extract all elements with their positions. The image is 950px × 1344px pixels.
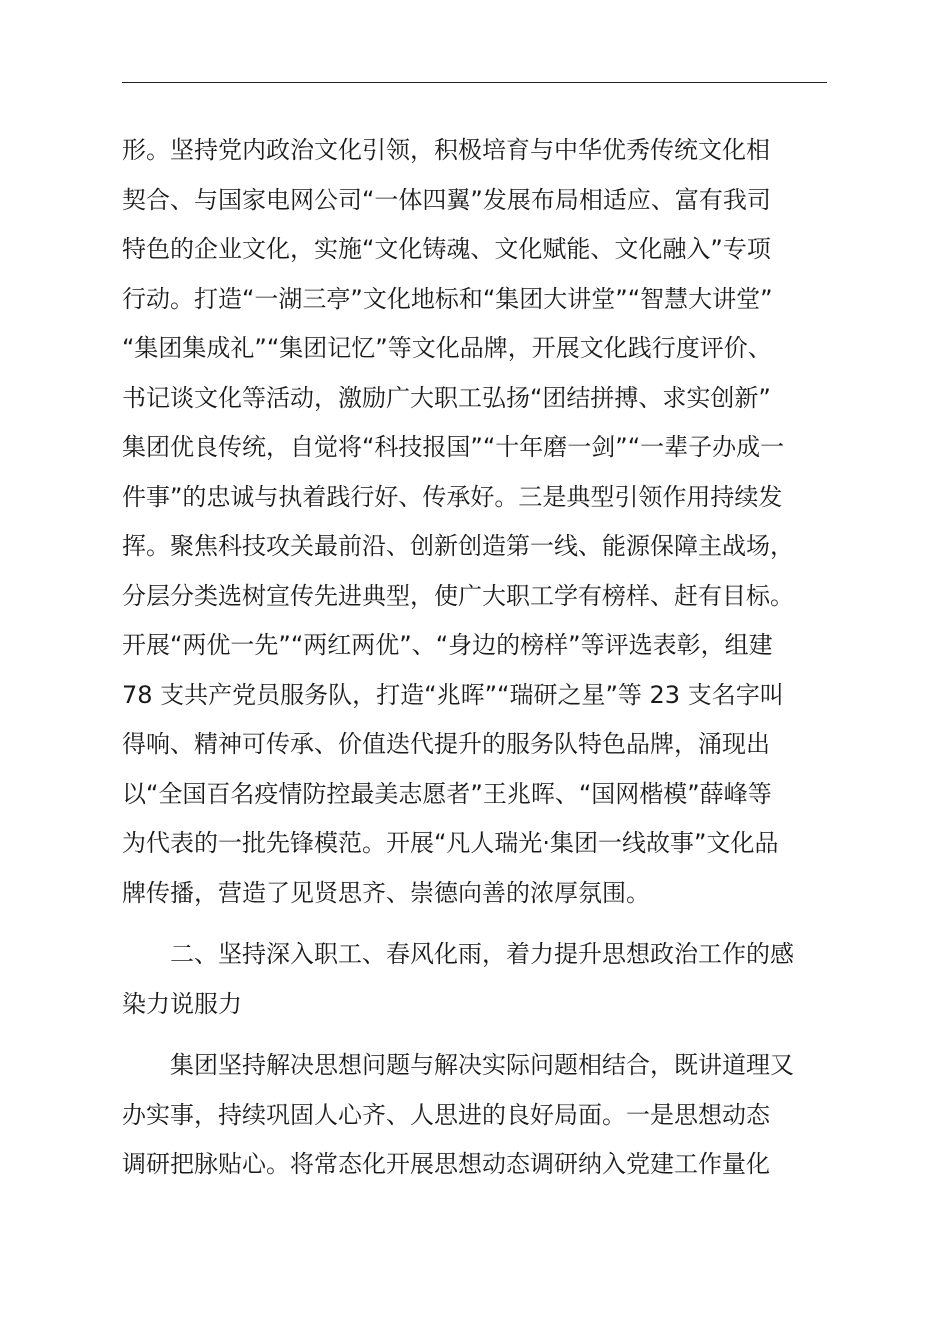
text-line: 集团优良传统，自觉将“科技报国”“十年磨一剑”“一辈子办成一 [122, 433, 785, 461]
heading-line: 二、坚持深入职工、春风化雨，着力提升思想政治工作的感 [122, 940, 794, 968]
document-body [122, 126, 842, 1190]
text-line: 开展“两优一先”“两红两优”、“身边的榜样”等评选表彰，组建 [122, 631, 773, 659]
header-rule [122, 82, 827, 83]
text-line: 为代表的一批先锋模范。开展“凡人瑞光·集团一线故事”文化品 [122, 829, 779, 857]
text-line: 牌传播，营造了见贤思齐、崇德向善的浓厚氛围。 [122, 878, 650, 907]
heading-line: 染力说服力 [122, 989, 242, 1018]
text-line: 分层分类选树宣传先进典型，使广大职工学有榜样、赶有目标。 [122, 581, 794, 610]
text-line: 得响、精神可传承、价值迭代提升的服务队特色品牌，涌现出 [122, 730, 770, 758]
paragraph-culture [122, 126, 842, 918]
text-line: 特色的企业文化，实施“文化铸魂、文化赋能、文化融入”专项 [122, 235, 771, 263]
text-line: 件事”的忠诚与执着践行好、传承好。三是典型引领作用持续发 [122, 482, 783, 511]
section-heading [122, 930, 842, 1029]
text-line: 行动。打造“一湖三亭”文化地标和“集团大讲堂”“智慧大讲堂” [122, 284, 773, 313]
paragraph-thinking [122, 1041, 842, 1190]
text-line: 办实事，持续巩固人心齐、人思进的良好局面。一是思想动态 [122, 1100, 770, 1129]
text-line: 78 支共产党员服务队，打造“兆晖”“瑞研之星”等 23 支名字叫 [122, 680, 784, 709]
text-line: 以“全国百名疫情防控最美志愿者”王兆晖、“国网楷模”薛峰等 [122, 779, 772, 808]
text-line: 契合、与国家电网公司“一体四翼”发展布局相适应、富有我司 [122, 185, 771, 214]
text-line: 调研把脉贴心。将常态化开展思想动态调研纳入党建工作量化 [122, 1150, 770, 1178]
text-line: 书记谈文化等活动，激励广大职工弘扬“团结拼搏、求实创新” [122, 383, 771, 412]
text-line: 形。坚持党内政治文化引领，积极培育与中华优秀传统文化相 [122, 136, 770, 164]
text-line: “集团集成礼”“集团记忆”等文化品牌，开展文化践行度评价、 [122, 334, 772, 362]
text-line: 挥。聚焦科技攻关最前沿、创新创造第一线、能源保障主战场， [122, 532, 794, 560]
paragraph-spacer [122, 918, 842, 930]
paragraph-spacer [122, 1029, 842, 1041]
text-line: 集团坚持解决思想问题与解决实际问题相结合，既讲道理又 [122, 1051, 794, 1079]
